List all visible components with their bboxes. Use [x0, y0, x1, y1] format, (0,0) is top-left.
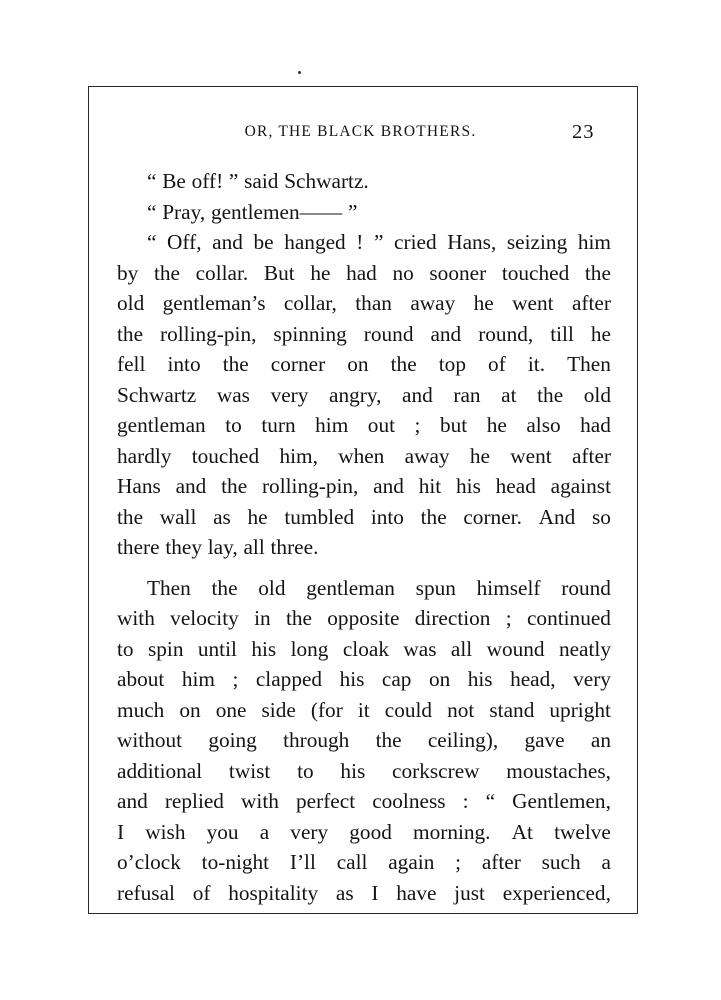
word: top: [438, 352, 466, 376]
word: additional: [117, 758, 203, 783]
word: neatly: [558, 636, 611, 661]
word: out: [367, 413, 396, 437]
word: not: [447, 697, 475, 722]
word: collar,: [283, 291, 337, 315]
word: collar.: [195, 260, 249, 285]
word: upright: [549, 697, 611, 722]
word: they: [165, 535, 202, 559]
word: Gentlemen,: [512, 789, 611, 813]
word: spun: [415, 575, 456, 600]
word: went: [510, 443, 552, 468]
word: his: [340, 758, 366, 783]
word: cried: [394, 230, 437, 254]
word: ;: [414, 413, 421, 437]
word: Then: [147, 575, 191, 600]
word: corkscrew: [392, 758, 480, 783]
word: I’ll: [289, 850, 316, 874]
text-line: [117, 603, 611, 634]
word: turn: [261, 413, 296, 437]
word: “: [147, 230, 157, 254]
word: head,: [510, 667, 556, 691]
word: till: [550, 321, 574, 346]
word: replied: [164, 789, 224, 813]
word: again: [388, 850, 435, 874]
word: he: [310, 260, 331, 285]
word: it.: [527, 352, 546, 376]
word: spinning: [273, 321, 347, 346]
word: But: [263, 260, 295, 285]
word: twelve: [554, 819, 611, 844]
word: continued: [526, 606, 611, 630]
text-line: [117, 532, 611, 563]
word: hanged: [284, 230, 346, 254]
word: perfect: [296, 789, 356, 813]
word: of: [192, 880, 211, 905]
text-line: [117, 634, 611, 665]
word: angry,: [329, 382, 382, 407]
word: lay,: [207, 535, 238, 559]
word: away: [404, 443, 450, 468]
word: his: [251, 636, 277, 661]
word: and: [430, 321, 462, 346]
word: went: [512, 291, 554, 315]
word: cloak: [342, 636, 389, 661]
word: when: [338, 443, 385, 468]
word: ”: [347, 199, 358, 224]
word: very: [290, 819, 329, 844]
word: himself: [476, 575, 541, 600]
word: he: [590, 321, 611, 346]
text-line: [117, 573, 611, 604]
word: had: [346, 260, 377, 285]
word: I: [371, 880, 379, 905]
word: a: [259, 819, 270, 844]
word: but: [439, 413, 468, 437]
word: wish: [145, 819, 186, 844]
word: hardly: [117, 443, 172, 468]
word: to: [225, 413, 242, 437]
word: the: [537, 382, 564, 407]
word: fell: [117, 352, 146, 376]
word: was: [216, 382, 250, 407]
word: round: [363, 321, 414, 346]
word: said: [244, 169, 279, 193]
word: and: [117, 789, 148, 813]
word: Pray,: [162, 199, 206, 224]
text-line: [117, 258, 611, 289]
word: I: [117, 819, 125, 844]
word: a: [601, 850, 611, 874]
text-line: [117, 380, 611, 411]
word: he: [473, 291, 494, 315]
word: with: [117, 606, 155, 630]
word: gentleman’s: [162, 291, 266, 315]
word: so: [591, 504, 611, 529]
word: the: [211, 575, 238, 600]
word: Hans: [117, 474, 161, 498]
word: such: [541, 850, 581, 874]
word: wall: [159, 504, 197, 529]
paragraph-gap: [117, 563, 611, 573]
word: opposite: [327, 606, 400, 630]
word: spin: [147, 636, 184, 661]
word: about: [117, 667, 165, 691]
word: coolness: [372, 789, 446, 813]
word: him: [315, 413, 349, 437]
word: was: [403, 636, 437, 661]
word: on: [428, 667, 451, 691]
word: corner: [270, 352, 326, 376]
word: until: [197, 636, 237, 661]
word: the: [375, 728, 402, 752]
text-line: [117, 441, 611, 472]
word: direction: [414, 606, 491, 630]
text-line: [117, 349, 611, 380]
word: be: [253, 230, 274, 254]
word: refusal: [117, 880, 175, 905]
word: ceiling),: [427, 728, 499, 752]
word: an: [590, 728, 611, 752]
word: touched: [501, 260, 570, 285]
word: and: [212, 230, 243, 254]
word: him: [181, 667, 215, 691]
word: as: [335, 880, 354, 905]
word: !: [356, 230, 364, 254]
word: the: [153, 260, 180, 285]
word: without: [117, 728, 183, 752]
word: o’clock: [117, 850, 181, 874]
word: the: [285, 606, 312, 630]
text-line: [117, 695, 611, 726]
text-line: [117, 319, 611, 350]
word: At: [511, 819, 533, 844]
word: Hans,: [447, 230, 497, 254]
word: on: [179, 697, 201, 722]
word: velocity: [170, 606, 239, 630]
word: than: [355, 291, 392, 315]
word: he: [247, 504, 268, 529]
word: he: [486, 413, 507, 437]
word: there: [117, 535, 160, 559]
word: away: [410, 291, 456, 315]
word: the: [390, 352, 417, 376]
word: round: [561, 575, 611, 600]
page-number: 23: [572, 121, 595, 143]
word: to: [117, 636, 134, 661]
word: going: [208, 728, 257, 752]
word: just: [454, 880, 485, 905]
word: ran: [453, 382, 481, 407]
word: twist: [228, 758, 271, 783]
word: and: [175, 474, 207, 498]
word: he: [469, 443, 490, 468]
word: old: [583, 382, 611, 407]
word: at: [501, 382, 517, 407]
word: after: [481, 850, 521, 874]
word: long: [290, 636, 329, 661]
word: his: [339, 667, 365, 691]
word: Then: [567, 352, 611, 376]
word: the: [222, 352, 249, 376]
word: Schwartz: [117, 382, 197, 407]
word: “: [147, 199, 157, 224]
word: as: [213, 504, 231, 529]
word: hit: [418, 474, 442, 498]
word: corner.: [463, 504, 522, 529]
word: wound: [486, 636, 545, 661]
word: after: [571, 291, 611, 315]
text-line: [117, 664, 611, 695]
text-line: [117, 817, 611, 848]
word: on: [347, 352, 369, 376]
text-line: [117, 502, 611, 533]
word: could: [384, 697, 433, 722]
word: ;: [505, 606, 512, 630]
word: (for: [310, 697, 343, 722]
word: stand: [489, 697, 535, 722]
word: into: [370, 504, 404, 529]
word: hospitality: [228, 880, 319, 905]
word: his: [456, 474, 481, 498]
word: to: [297, 758, 314, 783]
word: good: [349, 819, 392, 844]
word: all: [450, 636, 473, 661]
word: ”: [228, 169, 239, 193]
word: rolling-pin,: [160, 321, 257, 346]
word: And: [538, 504, 576, 529]
text-line: [117, 227, 611, 258]
word: you: [206, 819, 239, 844]
word: also: [526, 413, 561, 437]
body-text: [117, 166, 611, 908]
word: through: [283, 728, 350, 752]
word: had: [580, 413, 611, 437]
word: call: [336, 850, 368, 874]
word: the: [117, 504, 144, 529]
text-line: [117, 197, 611, 228]
word: morning.: [413, 819, 491, 844]
word: Schwartz.: [284, 169, 369, 193]
word: sooner: [429, 260, 487, 285]
text-line: [117, 756, 611, 787]
word: ;: [232, 667, 239, 691]
word: ”: [373, 230, 384, 254]
word: old: [258, 575, 286, 600]
text-line: [117, 410, 611, 441]
word: after: [571, 443, 611, 468]
word: him: [577, 230, 611, 254]
word: the: [420, 504, 447, 529]
word: “: [147, 169, 157, 193]
word: much: [117, 697, 165, 722]
word: tumbled: [284, 504, 355, 529]
word: touched: [191, 443, 260, 468]
text-line: [117, 878, 611, 909]
word: moustaches,: [506, 758, 611, 783]
word: no: [392, 260, 414, 285]
text-line: [117, 166, 611, 197]
word: it: [357, 697, 370, 722]
ink-speck: [298, 71, 301, 74]
word: “: [485, 789, 496, 813]
word: the: [117, 321, 144, 346]
running-title: OR, THE BLACK BROTHERS.: [244, 123, 477, 140]
word: and: [373, 474, 404, 498]
running-head: [0, 121, 721, 151]
word: cap: [381, 667, 412, 691]
word: Off,: [167, 230, 202, 254]
word: have: [396, 880, 437, 905]
text-line: [117, 786, 611, 817]
word: to-night: [201, 850, 270, 874]
word: gentlemen——: [210, 199, 343, 224]
word: :: [462, 789, 469, 813]
word: very: [270, 382, 309, 407]
word: gentleman: [306, 575, 395, 600]
word: off!: [191, 169, 224, 193]
text-line: [117, 847, 611, 878]
word: clapped: [255, 667, 323, 691]
word: the: [221, 474, 248, 498]
word: ;: [455, 850, 462, 874]
text-line: [117, 471, 611, 502]
word: seizing: [506, 230, 568, 254]
text-line: [117, 725, 611, 756]
word: in: [254, 606, 271, 630]
word: into: [167, 352, 201, 376]
word: of: [488, 352, 506, 376]
word: round,: [478, 321, 534, 346]
word: three.: [270, 535, 319, 559]
word: old: [117, 291, 145, 315]
word: with: [241, 789, 279, 813]
text-line: [117, 288, 611, 319]
word: and: [402, 382, 433, 407]
word: very: [573, 667, 611, 691]
word: rolling-pin,: [261, 474, 359, 498]
word: by: [117, 260, 139, 285]
word: gave: [524, 728, 565, 752]
word: all: [243, 535, 265, 559]
word: gentleman: [117, 413, 206, 437]
word: against: [550, 474, 611, 498]
word: his: [467, 667, 493, 691]
word: side: [261, 697, 296, 722]
word: experienced,: [502, 880, 611, 905]
word: one: [215, 697, 247, 722]
word: him,: [279, 443, 318, 468]
word: the: [584, 260, 611, 285]
word: Be: [162, 169, 186, 193]
word: head: [495, 474, 536, 498]
